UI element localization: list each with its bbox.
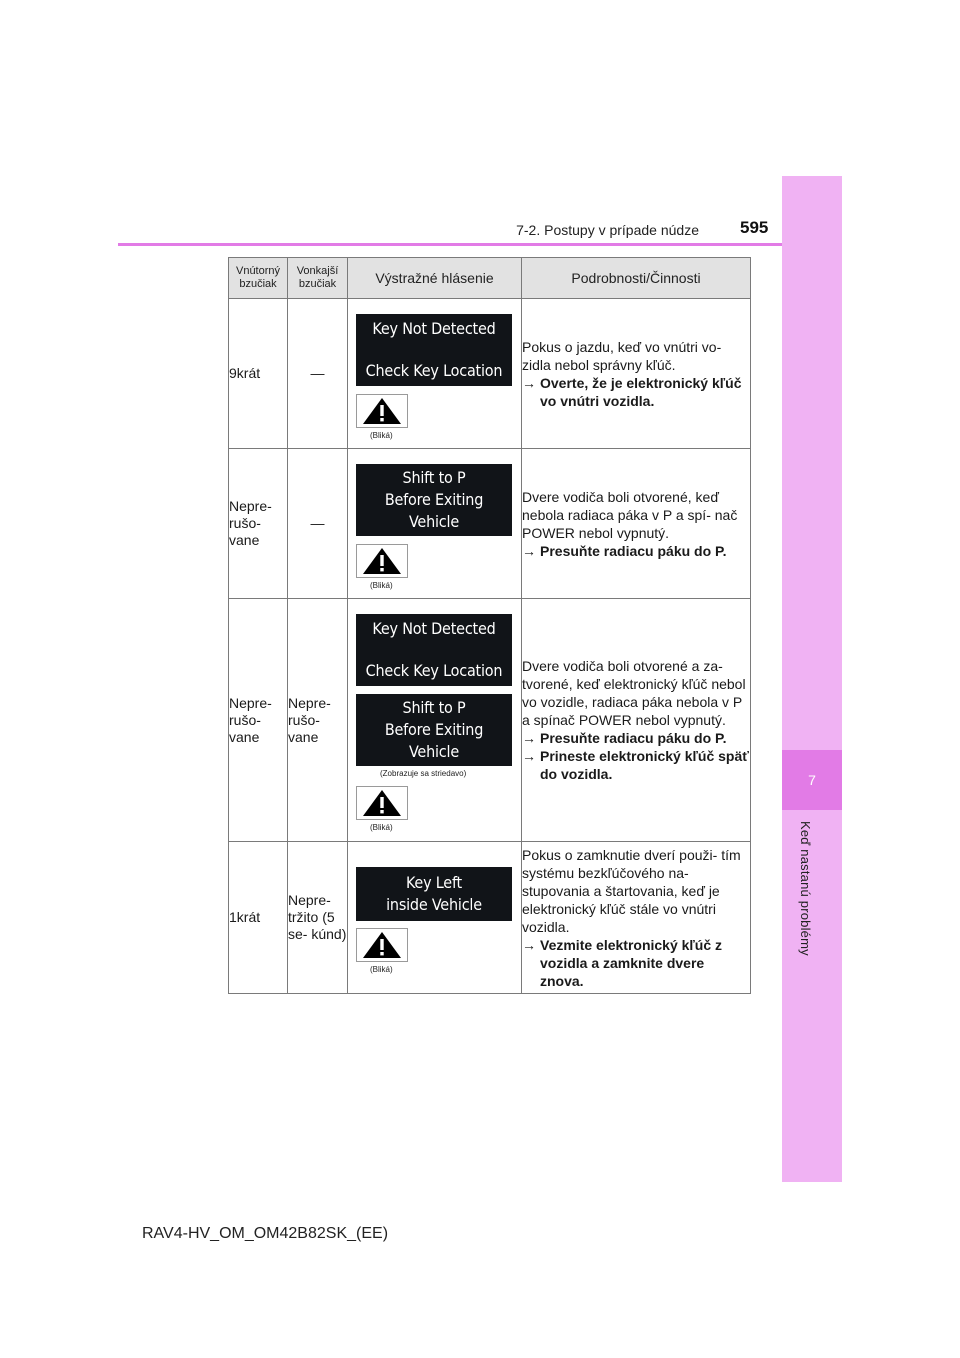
arrow-icon: →	[522, 374, 536, 391]
footer-model-code: RAV4-HV_OM_OM42B82SK_(EE)	[142, 1225, 389, 1242]
details-cell	[522, 842, 751, 994]
display-line: inside Vehicle	[386, 895, 482, 914]
header-divider	[118, 243, 782, 246]
action-text: Presuňte radiacu páku do P.	[540, 730, 727, 746]
col-header-details: Podrobnosti/Činnosti	[522, 258, 751, 299]
chapter-side-tab	[782, 176, 842, 1182]
warning-triangle-icon	[361, 789, 403, 817]
warning-message-cell	[348, 599, 522, 842]
arrow-icon: →	[522, 748, 536, 764]
action-item	[522, 374, 750, 410]
outer-buzzer-cell: Nepre- tržito (5 se- kúnd)	[288, 842, 348, 994]
col-header-warning-message: Výstražné hlásenie	[348, 258, 522, 299]
display-line: Before Exiting	[384, 490, 484, 509]
display-line: Shift to P	[402, 698, 466, 717]
details-cell	[522, 299, 751, 449]
warning-message-cell	[348, 299, 522, 449]
display-line: Vehicle	[409, 742, 459, 761]
details-cell	[522, 449, 751, 599]
display-line: Check Key Location	[365, 661, 503, 680]
table-header-row	[229, 258, 751, 299]
display-line: Vehicle	[409, 512, 459, 531]
blinking-note: (Bliká)	[370, 431, 393, 440]
table-row	[229, 842, 751, 994]
outer-buzzer-cell: Nepre- rušo- vane	[288, 599, 348, 842]
action-text: Overte, že je elektronický kľúč vo vnútri vozidla.	[540, 374, 742, 409]
chapter-title: Keď nastanú problémy	[798, 821, 813, 956]
inner-buzzer-cell: 1krát	[229, 842, 288, 994]
col-header-inner-buzzer: Vnútorný bzučiak	[229, 258, 288, 299]
blinking-note: (Bliká)	[370, 965, 393, 974]
outer-buzzer-cell: —	[288, 299, 348, 449]
blinking-note: (Bliká)	[370, 581, 393, 590]
warning-message-cell	[348, 449, 522, 599]
display-line: Key Left	[405, 873, 462, 892]
col-header-outer-buzzer: Vonkajší bzučiak	[288, 258, 348, 299]
section-title: 7-2. Postupy v prípade núdze	[516, 222, 699, 238]
action-item	[522, 936, 750, 990]
action-item	[522, 542, 750, 560]
warning-indicator	[356, 394, 408, 428]
inner-buzzer-cell: Nepre- rušo- vane	[229, 449, 288, 599]
action-item	[522, 747, 750, 783]
arrow-icon: →	[522, 936, 536, 953]
display-line: Key Not Detected	[372, 619, 496, 638]
chapter-number: 7	[782, 750, 842, 810]
action-item	[522, 729, 750, 747]
warning-message-cell	[348, 842, 522, 994]
details-text: Pokus o jazdu, keď vo vnútri vo- zidla nebol správny kľúč.	[522, 338, 722, 373]
display-shift-to-p	[356, 464, 512, 536]
inner-buzzer-cell: 9krát	[229, 299, 288, 449]
display-line: Before Exiting	[384, 720, 484, 739]
display-line: Shift to P	[402, 468, 466, 487]
details-text: Dvere vodiča boli otvorené, keď nebola radiaca páka v P a spí- nač POWER nebol vypnutý.	[522, 488, 738, 541]
details-text: Pokus o zamknutie dverí použi- tím systému bezkľúčového na- stupovania a štartovania, keď je elektronický kľúč stále vo vnútri vozidla.	[522, 846, 741, 935]
display-key-left-inside	[356, 867, 512, 921]
page-number: 595	[740, 218, 769, 237]
display-key-not-detected	[356, 314, 512, 386]
outer-buzzer-cell: —	[288, 449, 348, 599]
warning-table	[228, 257, 751, 994]
table-row	[229, 599, 751, 842]
table-row	[229, 449, 751, 599]
warning-triangle-icon	[361, 397, 403, 425]
warning-triangle-icon	[361, 931, 403, 959]
blinking-note: (Bliká)	[370, 823, 393, 832]
display-line: Key Not Detected	[372, 319, 496, 338]
action-text: Vezmite elektronický kľúč z vozidla a zamknite dvere znova.	[540, 936, 723, 989]
inner-buzzer-cell: Nepre- rušo- vane	[229, 599, 288, 842]
alternating-note: (Zobrazuje sa striedavo)	[380, 769, 467, 778]
display-shift-to-p	[356, 694, 512, 766]
table-row	[229, 299, 751, 449]
action-text: Prineste elektronický kľúč späť do vozidla.	[540, 748, 749, 782]
display-key-not-detected	[356, 614, 512, 686]
warning-triangle-icon	[361, 547, 403, 575]
action-text: Presuňte radiacu páku do P.	[540, 542, 727, 559]
arrow-icon: →	[522, 542, 536, 559]
details-text: Dvere vodiča boli otvorené a za- tvorené, keď elektronický kľúč nebol vo vozidle, radiaca páka nebola v P a spínač POWER nebol vypnutý.	[522, 658, 746, 728]
warning-indicator	[356, 544, 408, 578]
warning-indicator	[356, 928, 408, 962]
arrow-icon: →	[522, 730, 536, 746]
details-cell	[522, 599, 751, 842]
display-line: Check Key Location	[365, 361, 503, 380]
warning-indicator	[356, 786, 408, 820]
